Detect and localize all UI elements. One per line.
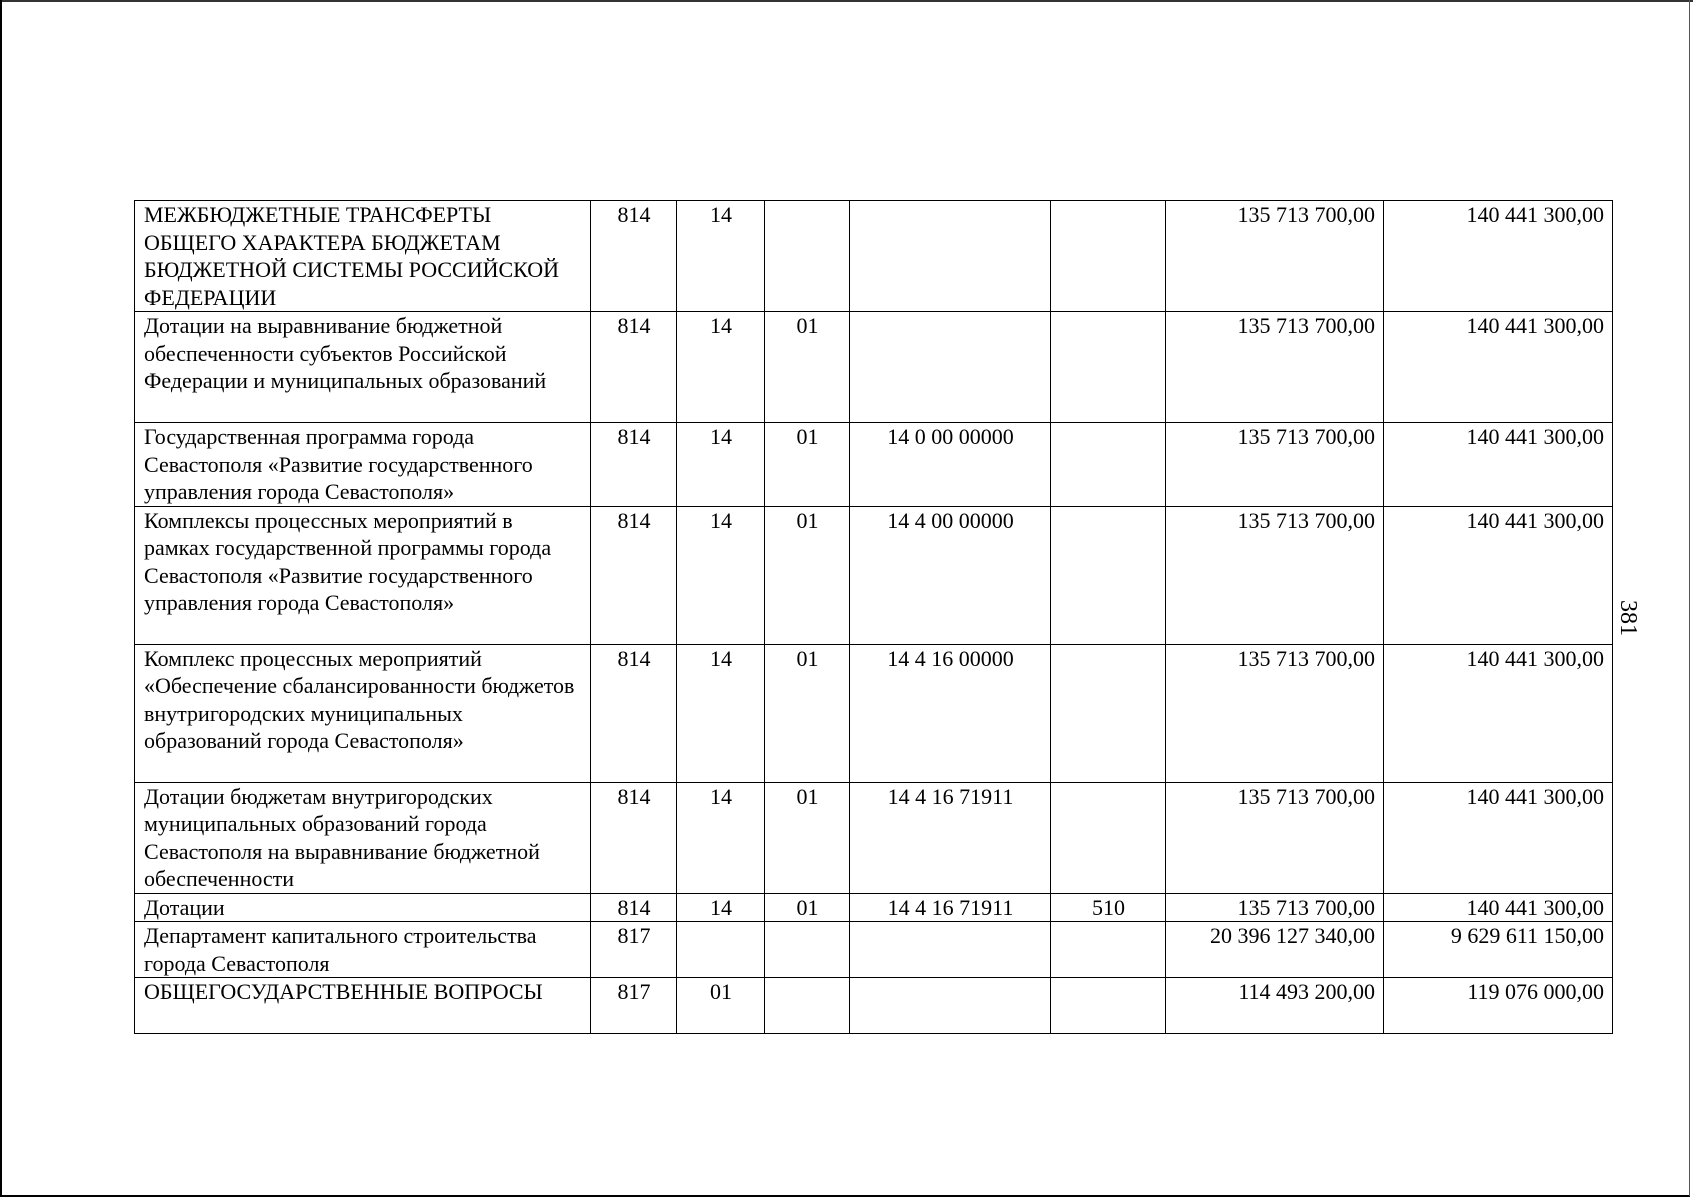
amount-year1: 114 493 200,00 bbox=[1166, 978, 1384, 1034]
section-code bbox=[677, 922, 765, 978]
row-name: МЕЖБЮДЖЕТНЫЕ ТРАНСФЕРТЫ ОБЩЕГО ХАРАКТЕРА БЮДЖЕТАМ БЮДЖЕТНОЙ СИСТЕМЫ РОССИЙСКОЙ ФЕДЕРАЦИИ bbox=[135, 201, 591, 312]
section-code: 14 bbox=[677, 201, 765, 312]
expense-type-code bbox=[1051, 423, 1166, 507]
row-name: Дотации на выравнивание бюджетной обеспеченности субъектов Российской Федерации и муниципальных образований bbox=[135, 312, 591, 423]
grbs-code: 814 bbox=[591, 312, 677, 423]
table-row bbox=[135, 893, 1613, 922]
amount-year2: 140 441 300,00 bbox=[1384, 312, 1613, 423]
table-row bbox=[135, 201, 1613, 312]
subsection-code: 01 bbox=[765, 782, 850, 893]
amount-year2: 9 629 611 150,00 bbox=[1384, 922, 1613, 978]
table-row bbox=[135, 922, 1613, 978]
target-article-code: 14 4 16 71911 bbox=[850, 782, 1051, 893]
table-row bbox=[135, 978, 1613, 1034]
grbs-code: 814 bbox=[591, 423, 677, 507]
amount-year1: 135 713 700,00 bbox=[1166, 312, 1384, 423]
grbs-code: 814 bbox=[591, 893, 677, 922]
table-row bbox=[135, 644, 1613, 782]
section-code: 14 bbox=[677, 893, 765, 922]
subsection-code: 01 bbox=[765, 506, 850, 644]
grbs-code: 814 bbox=[591, 782, 677, 893]
grbs-code: 814 bbox=[591, 644, 677, 782]
target-article-code: 14 4 16 00000 bbox=[850, 644, 1051, 782]
section-code: 14 bbox=[677, 644, 765, 782]
section-code: 14 bbox=[677, 423, 765, 507]
row-name: Государственная программа города Севастополя «Развитие государственного управления города Севастополя» bbox=[135, 423, 591, 507]
amount-year1: 135 713 700,00 bbox=[1166, 201, 1384, 312]
amount-year2: 140 441 300,00 bbox=[1384, 506, 1613, 644]
grbs-code: 814 bbox=[591, 506, 677, 644]
subsection-code: 01 bbox=[765, 312, 850, 423]
target-article-code bbox=[850, 922, 1051, 978]
grbs-code: 817 bbox=[591, 978, 677, 1034]
target-article-code: 14 0 00 00000 bbox=[850, 423, 1051, 507]
amount-year2: 140 441 300,00 bbox=[1384, 201, 1613, 312]
expense-type-code bbox=[1051, 312, 1166, 423]
table-row bbox=[135, 782, 1613, 893]
subsection-code: 01 bbox=[765, 893, 850, 922]
row-name: Комплекс процессных мероприятий «Обеспечение сбалансированности бюджетов внутригородских муниципальных образований города Севастополя» bbox=[135, 644, 591, 782]
target-article-code: 14 4 16 71911 bbox=[850, 893, 1051, 922]
budget-table bbox=[134, 200, 1613, 1034]
expense-type-code bbox=[1051, 506, 1166, 644]
subsection-code: 01 bbox=[765, 423, 850, 507]
amount-year1: 135 713 700,00 bbox=[1166, 893, 1384, 922]
amount-year1: 135 713 700,00 bbox=[1166, 644, 1384, 782]
target-article-code bbox=[850, 978, 1051, 1034]
table-row bbox=[135, 506, 1613, 644]
subsection-code bbox=[765, 978, 850, 1034]
subsection-code bbox=[765, 201, 850, 312]
row-name: Дотации bbox=[135, 893, 591, 922]
grbs-code: 814 bbox=[591, 201, 677, 312]
expense-type-code bbox=[1051, 644, 1166, 782]
amount-year1: 135 713 700,00 bbox=[1166, 423, 1384, 507]
amount-year1: 20 396 127 340,00 bbox=[1166, 922, 1384, 978]
grbs-code: 817 bbox=[591, 922, 677, 978]
row-name: Комплексы процессных мероприятий в рамках государственной программы города Севастополя «Развитие государственного управления города Севастополя» bbox=[135, 506, 591, 644]
row-name: Дотации бюджетам внутригородских муниципальных образований города Севастополя на выравнивание бюджетной обеспеченности bbox=[135, 782, 591, 893]
table-row bbox=[135, 312, 1613, 423]
amount-year2: 140 441 300,00 bbox=[1384, 644, 1613, 782]
table-row bbox=[135, 423, 1613, 507]
page-number: 381 bbox=[1615, 600, 1641, 636]
expense-type-code: 510 bbox=[1051, 893, 1166, 922]
amount-year2: 140 441 300,00 bbox=[1384, 893, 1613, 922]
amount-year2: 140 441 300,00 bbox=[1384, 423, 1613, 507]
section-code: 14 bbox=[677, 782, 765, 893]
target-article-code: 14 4 00 00000 bbox=[850, 506, 1051, 644]
amount-year2: 140 441 300,00 bbox=[1384, 782, 1613, 893]
section-code: 01 bbox=[677, 978, 765, 1034]
expense-type-code bbox=[1051, 201, 1166, 312]
row-name: Департамент капитального строительства города Севастополя bbox=[135, 922, 591, 978]
row-name: ОБЩЕГОСУДАРСТВЕННЫЕ ВОПРОСЫ bbox=[135, 978, 591, 1034]
amount-year2: 119 076 000,00 bbox=[1384, 978, 1613, 1034]
target-article-code bbox=[850, 312, 1051, 423]
expense-type-code bbox=[1051, 922, 1166, 978]
subsection-code: 01 bbox=[765, 644, 850, 782]
expense-type-code bbox=[1051, 782, 1166, 893]
section-code: 14 bbox=[677, 506, 765, 644]
target-article-code bbox=[850, 201, 1051, 312]
amount-year1: 135 713 700,00 bbox=[1166, 506, 1384, 644]
section-code: 14 bbox=[677, 312, 765, 423]
expense-type-code bbox=[1051, 978, 1166, 1034]
amount-year1: 135 713 700,00 bbox=[1166, 782, 1384, 893]
subsection-code bbox=[765, 922, 850, 978]
